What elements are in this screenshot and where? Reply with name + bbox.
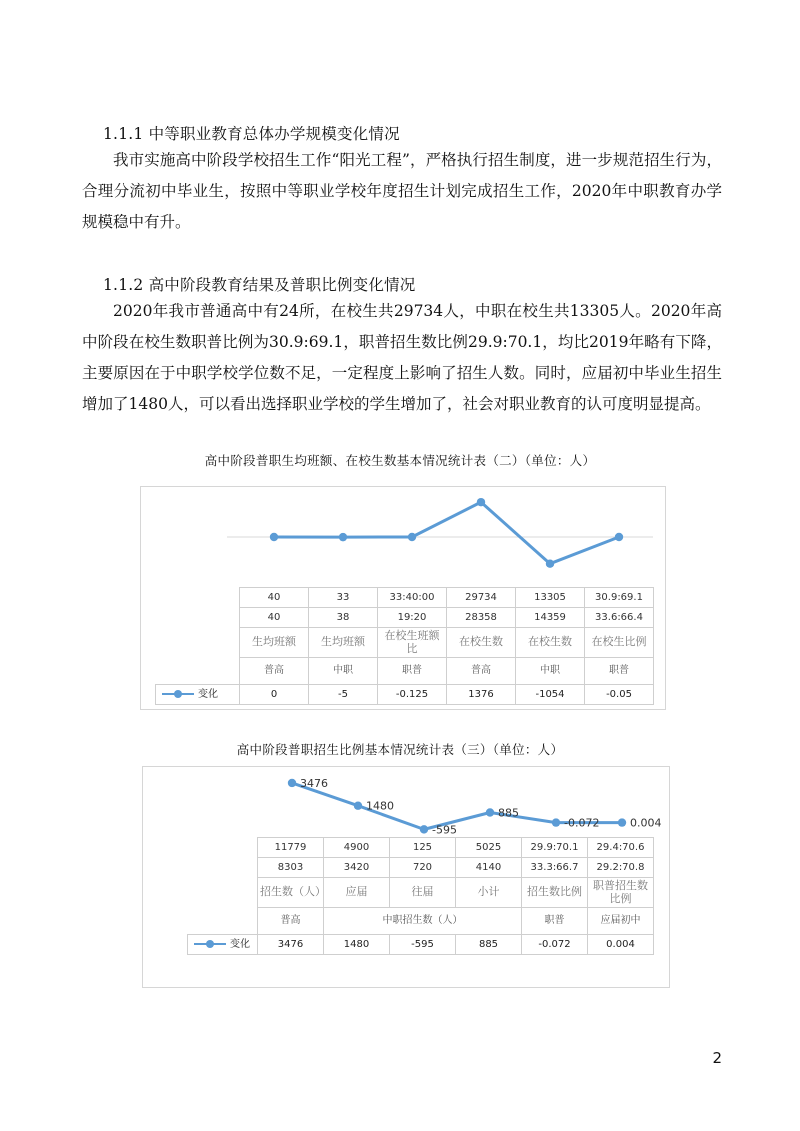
- data-label: -0.072: [564, 816, 600, 830]
- data-point: [408, 533, 416, 541]
- chart1-legend-label: 变化: [198, 688, 218, 700]
- data-label: -595: [432, 823, 457, 837]
- chart2-cell: 29.4:70.6: [588, 838, 654, 858]
- chart1-category-label: 生均班额: [309, 628, 378, 658]
- page-number: 2: [712, 1049, 722, 1067]
- chart2-category-group: 应届初中: [588, 908, 654, 935]
- chart2-category-group: 职普: [522, 908, 588, 935]
- data-point: [486, 808, 494, 816]
- data-point: [477, 498, 485, 506]
- chart2-cell: 29.9:70.1: [522, 838, 588, 858]
- data-point: [270, 533, 278, 541]
- chart1-category-label: 在校生数: [516, 628, 585, 658]
- data-point: [618, 818, 626, 826]
- chart1-change-value: -0.125: [378, 685, 447, 705]
- chart2-change-value: 885: [456, 935, 522, 955]
- data-point: [615, 533, 623, 541]
- chart1-title: 高中阶段普职生均班额、在校生数基本情况统计表（二）（单位：人）: [204, 453, 596, 468]
- chart2-category-label: 职普招生数比例: [588, 878, 654, 908]
- chart2-cell: 33.3:66.7: [522, 858, 588, 878]
- chart2-title: 高中阶段普职招生比例基本情况统计表（三）（单位：人）: [236, 742, 564, 757]
- chart1-cell: 33: [309, 588, 378, 608]
- chart2-legend-label: 变化: [230, 938, 250, 950]
- chart2-cell: 720: [390, 858, 456, 878]
- chart2-cell: 125: [390, 838, 456, 858]
- chart1-category-group: 中职: [309, 658, 378, 685]
- chart1-category-group: 普高: [447, 658, 516, 685]
- chart2-category-label: 招生数比例: [522, 878, 588, 908]
- chart1-container: [140, 486, 666, 710]
- data-point: [552, 818, 560, 826]
- data-point: [339, 533, 347, 541]
- chart2-cell: 5025: [456, 838, 522, 858]
- chart2-category-label: 招生数（人）: [258, 878, 324, 908]
- chart2-category-group: 普高: [258, 908, 324, 935]
- legend-line-icon: [162, 693, 194, 695]
- data-point: [354, 802, 362, 810]
- chart2-cell: 3420: [324, 858, 390, 878]
- data-label: 3476: [300, 776, 328, 790]
- chart1-cell: 19:20: [378, 608, 447, 628]
- chart2-category-group: 中职招生数（人）: [324, 908, 522, 935]
- chart1-cell: 40: [240, 588, 309, 608]
- chart1-cell: 33.6:66.4: [585, 608, 654, 628]
- chart1-cell: 30.9:69.1: [585, 588, 654, 608]
- data-label: 0.004: [630, 816, 662, 830]
- chart1-category-group: 职普: [378, 658, 447, 685]
- chart2-legend: [188, 935, 258, 955]
- chart1-category-label: 在校生班额比: [378, 628, 447, 658]
- chart1-cell: 28358: [447, 608, 516, 628]
- chart2-change-value: 3476: [258, 935, 324, 955]
- chart1-cell: 13305: [516, 588, 585, 608]
- section-paragraph-1: 我市实施高中阶段学校招生工作“阳光工程”，严格执行招生制度，进一步规范招生行为，合理分流初中毕业生，按照中等职业学校年度招生计划完成招生工作，2020年中职教育办学规模稳中有升。: [82, 151, 722, 231]
- chart2-change-value: 1480: [324, 935, 390, 955]
- chart2-category-label: 应届: [324, 878, 390, 908]
- chart1-table: [155, 587, 654, 705]
- section-heading-2: 1.1.2 高中阶段教育结果及普职比例变化情况: [103, 276, 416, 294]
- chart1-cell: 40: [240, 608, 309, 628]
- data-point: [420, 825, 428, 833]
- chart2-change-value: -0.072: [522, 935, 588, 955]
- chart2-table: [187, 837, 654, 955]
- data-label: 885: [498, 806, 519, 820]
- legend-line-icon: [194, 943, 226, 945]
- chart1-category-group: 普高: [240, 658, 309, 685]
- chart1-legend: [156, 685, 240, 705]
- series-line: [274, 502, 619, 564]
- chart1-category-label: 生均班额: [240, 628, 309, 658]
- chart2-change-value: 0.004: [588, 935, 654, 955]
- chart2-container: [142, 766, 670, 988]
- chart1-cell: 38: [309, 608, 378, 628]
- chart2-category-label: 小计: [456, 878, 522, 908]
- chart1-change-value: 0: [240, 685, 309, 705]
- chart2-cell: 29.2:70.8: [588, 858, 654, 878]
- chart1-category-group: 中职: [516, 658, 585, 685]
- chart1-cell: 14359: [516, 608, 585, 628]
- chart1-plot: [141, 487, 665, 587]
- chart2-cell: 8303: [258, 858, 324, 878]
- chart1-category-group: 职普: [585, 658, 654, 685]
- data-point: [288, 779, 296, 787]
- chart2-change-value: -595: [390, 935, 456, 955]
- chart2-cell: 11779: [258, 838, 324, 858]
- chart1-change-value: 1376: [447, 685, 516, 705]
- chart1-change-value: -5: [309, 685, 378, 705]
- data-point: [546, 560, 554, 568]
- chart2-category-label: 往届: [390, 878, 456, 908]
- chart1-category-label: 在校生数: [447, 628, 516, 658]
- chart2-plot: [143, 767, 669, 847]
- chart1-cell: 33:40:00: [378, 588, 447, 608]
- chart1-cell: 29734: [447, 588, 516, 608]
- section-heading-1: 1.1.1 中等职业教育总体办学规模变化情况: [103, 125, 400, 143]
- section-paragraph-2: 2020年我市普通高中有24所，在校生共29734人，中职在校生共13305人。2020年高中阶段在校生数职普比例为30.9:69.1，职普招生数比例29.9:70.1，均比2019年略有下降，主要原因在于中职学校学位数不足，一定程度上影响了招生人数。同时，应届初中毕业生招生增加了1480人，可以看出选择职业学校的学生增加了，社会对职业教育的认可度明显提高。: [82, 302, 722, 413]
- chart1-change-value: -1054: [516, 685, 585, 705]
- chart2-cell: 4140: [456, 858, 522, 878]
- chart1-change-value: -0.05: [585, 685, 654, 705]
- data-label: 1480: [366, 799, 394, 813]
- chart2-cell: 4900: [324, 838, 390, 858]
- chart1-category-label: 在校生比例: [585, 628, 654, 658]
